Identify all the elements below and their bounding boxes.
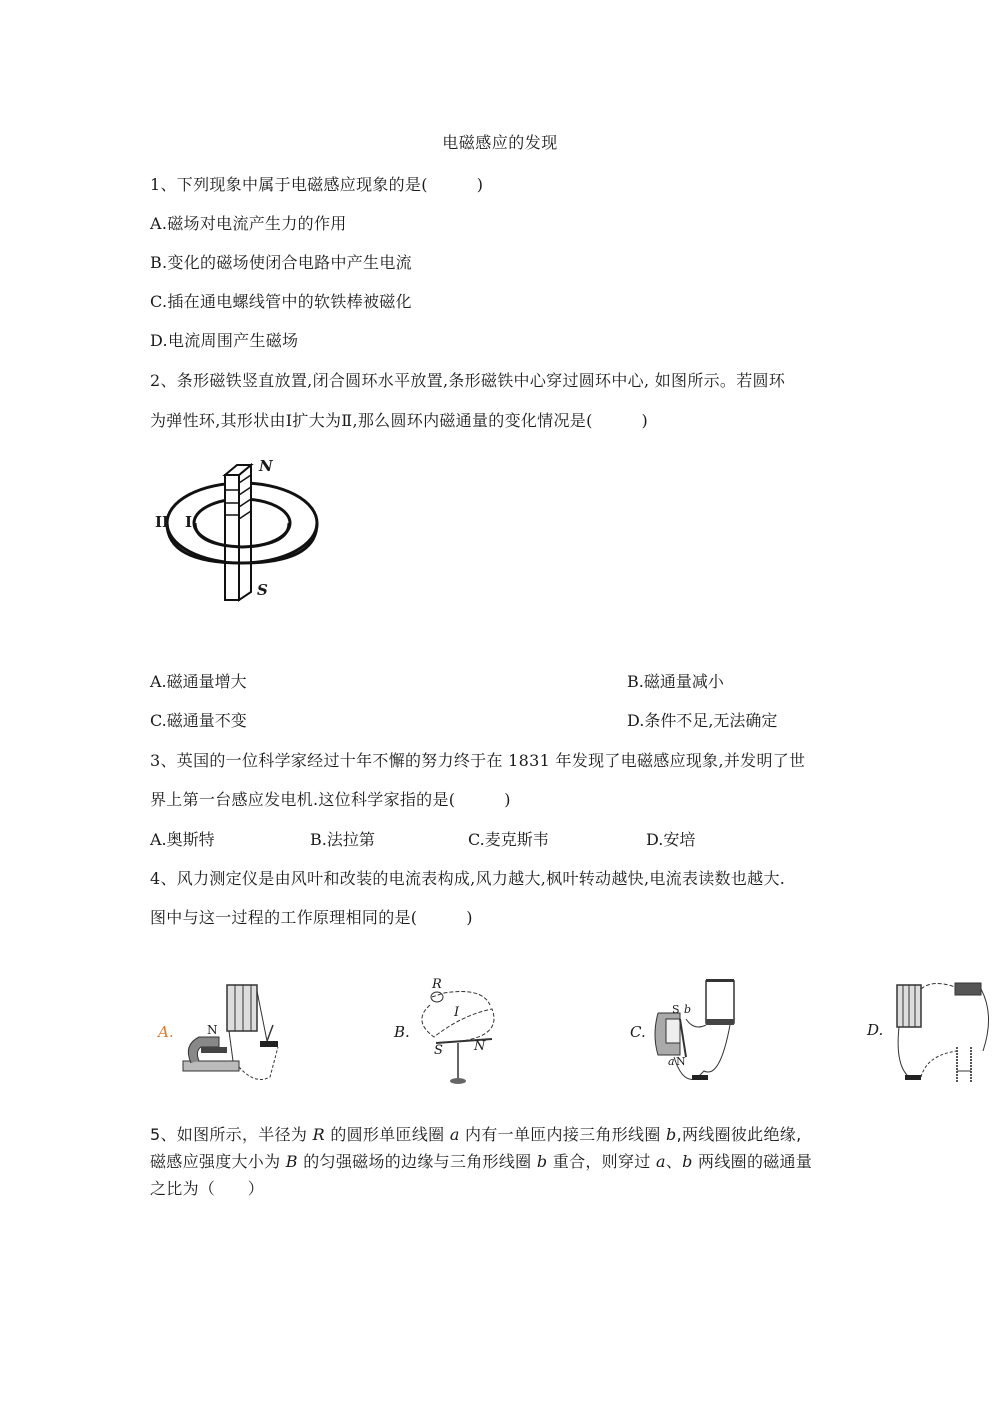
question-1-option-c: C.插在通电螺线管中的软铁棒被磁化	[150, 292, 412, 311]
q5-text: 5、如图所示，半径为	[150, 1125, 313, 1144]
figure-d-label: D.	[867, 1021, 884, 1039]
figure-c-b-label: b	[684, 1003, 692, 1016]
question-4-stem-line-1: 4、风力测定仪是由风叶和改装的电流表构成,风力越大,枫叶转动越快,电流表读数也越大.	[150, 869, 786, 888]
q5-text: 的圆形单匝线圈	[324, 1125, 450, 1144]
q5-var-b: b	[536, 1152, 548, 1171]
q5-text: ,两线圈彼此绝缘,	[676, 1125, 802, 1144]
question-2-stem-line-1: 2、条形磁铁竖直放置,闭合圆环水平放置,条形磁铁中心穿过圆环中心, 如图所示。若圆环	[150, 371, 786, 390]
question-2-option-b: B.磁通量减小	[627, 672, 724, 691]
question-2-option-d: D.条件不足,无法确定	[627, 711, 778, 730]
figure-d-electromagnet	[865, 975, 1000, 1090]
figure-c-s-label: S	[672, 1003, 680, 1016]
figure-b-compass	[392, 975, 522, 1090]
q5-text: 两线圈的磁通量	[692, 1152, 813, 1171]
question-1-option-a: A.磁场对电流产生力的作用	[150, 214, 347, 233]
figure-b-s-label: S	[434, 1043, 443, 1058]
question-3-option-d: D.安培	[646, 830, 696, 849]
question-2-option-c: C.磁通量不变	[150, 711, 247, 730]
page-title: 电磁感应的发现	[442, 133, 558, 152]
q5-text: 磁感应强度大小为	[150, 1152, 286, 1171]
question-3-option-c: C.麦克斯韦	[468, 830, 549, 849]
q5-var-a: a	[449, 1125, 460, 1144]
outer-ring-label: II	[155, 513, 170, 531]
figure-a-pole-label: N	[207, 1023, 218, 1037]
q5-var-r: R	[312, 1125, 325, 1144]
question-3-stem-line-2: 界上第一台感应发电机.这位科学家指的是( )	[150, 790, 511, 809]
question-2-option-a: A.磁通量增大	[150, 672, 247, 691]
q5-var-a: a	[655, 1152, 666, 1171]
question-2-stem-line-2: 为弹性环,其形状由Ⅰ扩大为Ⅱ,那么圆环内磁通量的变化情况是( )	[150, 411, 649, 430]
question-3-option-b: B.法拉第	[310, 830, 375, 849]
q5-var-b: b	[666, 1125, 677, 1144]
figure-c-generator	[630, 975, 740, 1090]
magnet-rings-diagram	[155, 455, 330, 605]
figure-b-resistor-label: R	[432, 977, 442, 992]
figure-b-label: B.	[394, 1023, 410, 1041]
battery-electromagnet-diagram	[865, 975, 1000, 1090]
q5-text: 重合，则穿过	[547, 1152, 656, 1171]
question-1-stem: 1、下列现象中属于电磁感应现象的是( )	[150, 175, 484, 194]
generator-galvanometer-diagram	[630, 975, 740, 1090]
q5-text: 的匀强磁场的边缘与三角形线圈	[297, 1152, 537, 1171]
figure-a-motor	[155, 975, 295, 1090]
question-3-option-a: A.奥斯特	[150, 830, 215, 849]
figure-c-a-label: a	[668, 1055, 675, 1068]
figure-c-n-label: N	[676, 1055, 686, 1068]
motor-circuit-diagram	[155, 975, 295, 1090]
north-pole-label: N	[259, 457, 273, 475]
bar-magnet-ring-figure	[155, 455, 330, 605]
question-5-stem-line-1	[150, 1122, 801, 1145]
q5-var-B: B	[285, 1152, 298, 1171]
figure-b-n-label: N	[474, 1039, 486, 1054]
question-1-option-d: D.电流周围产生磁场	[150, 331, 299, 350]
question-5-stem-line-3: 之比为（ ）	[150, 1179, 265, 1198]
inner-ring-label: I	[185, 513, 193, 531]
question-4-stem-line-2: 图中与这一过程的工作原理相同的是( )	[150, 908, 473, 927]
question-3-stem-line-1: 3、英国的一位科学家经过十年不懈的努力终于在 1831 年发现了电磁感应现象,并发明了世	[150, 751, 806, 770]
q5-text: 、	[665, 1152, 683, 1171]
q5-text: 内有一单匝内接三角形线圈	[459, 1125, 667, 1144]
figure-b-current-label: I	[454, 1005, 460, 1020]
q5-var-b: b	[682, 1152, 693, 1171]
south-pole-label: S	[257, 581, 268, 599]
figure-a-label: A.	[158, 1023, 174, 1041]
figure-c-label: C.	[630, 1023, 646, 1041]
question-5-stem-line-2	[150, 1149, 812, 1172]
question-1-option-b: B.变化的磁场使闭合电路中产生电流	[150, 253, 412, 272]
wire-compass-diagram	[392, 975, 522, 1090]
